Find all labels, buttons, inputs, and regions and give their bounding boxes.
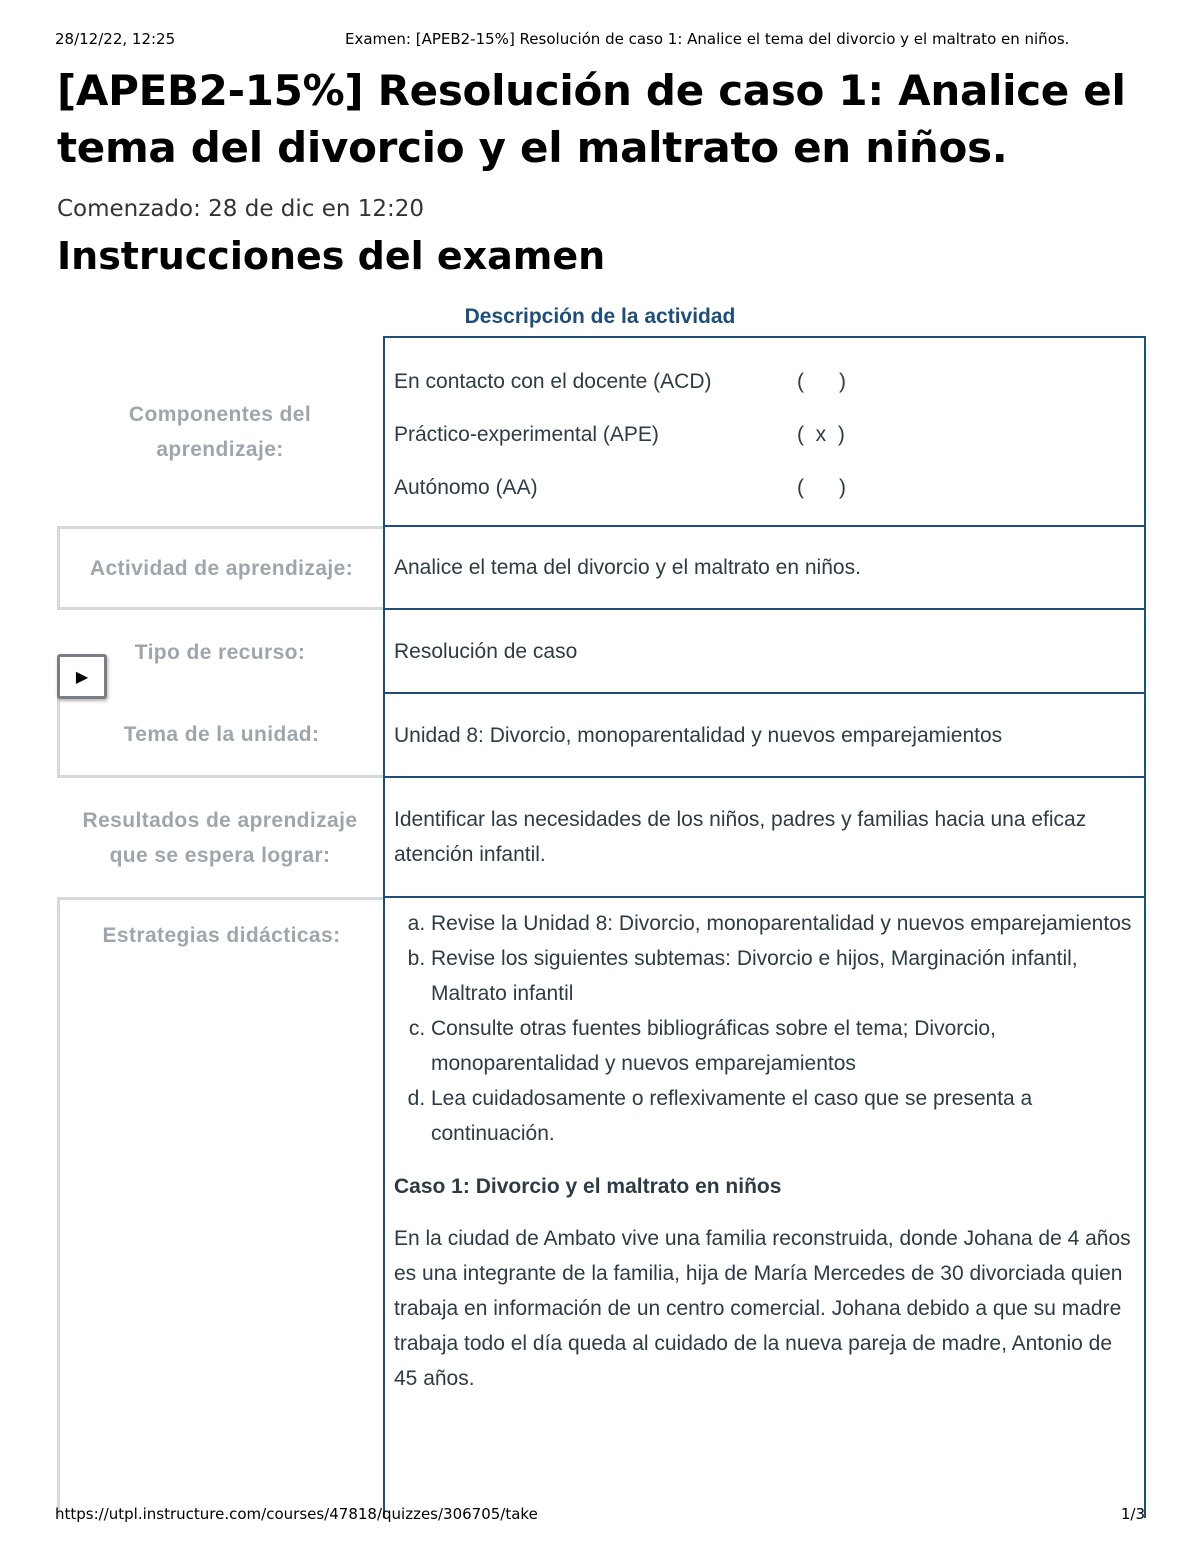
resource-value: Resolución de caso xyxy=(383,610,1146,694)
component-name: Práctico-experimental (APE) xyxy=(394,423,659,446)
print-footer xyxy=(55,1505,1145,1527)
component-name: Autónomo (AA) xyxy=(394,476,538,499)
component-row xyxy=(394,461,1132,514)
results-value: Identificar las necesidades de los niños, padres y familias hacia una eficaz atención infantil. xyxy=(383,778,1146,898)
page-number: 1/3 xyxy=(1120,1505,1145,1523)
quiz-title: [APEB2-15%] Resolución de caso 1: Analice el tema del divorcio y el maltrato en niños. xyxy=(57,66,1126,172)
component-name: En contacto con el docente (ACD) xyxy=(394,370,712,393)
print-date: 28/12/22, 12:25 xyxy=(55,30,176,48)
unit-value: Unidad 8: Divorcio, monoparentalidad y nuevos emparejamientos xyxy=(383,694,1146,778)
component-mark: ( x ) xyxy=(797,423,845,446)
print-header xyxy=(55,30,1145,52)
activity-label: Actividad de aprendizaje: xyxy=(57,526,383,610)
component-mark: ( ) xyxy=(797,476,846,499)
strategy-item: a. Revise la Unidad 8: Divorcio, monoparentalidad y nuevos emparejamientos xyxy=(431,906,1132,941)
started-timestamp: Comenzado: 28 de dic en 12:20 xyxy=(57,196,425,222)
component-row xyxy=(394,355,1132,408)
case-title: Caso 1: Divorcio y el maltrato en niños xyxy=(394,1175,782,1198)
unit-label: Tema de la unidad: xyxy=(57,694,383,778)
page-url: https://utpl.instructure.com/courses/47818/quizzes/306705/take xyxy=(55,1505,538,1523)
strategy-item: c. Consulte otras fuentes bibliográficas sobre el tema; Divorcio, monoparentalidad y nuevos emparejamientos xyxy=(431,1011,1132,1081)
components-label-text: Componentes del aprendizaje: xyxy=(128,403,312,461)
instructions-heading: Instrucciones del examen xyxy=(57,234,606,278)
component-row xyxy=(394,408,1132,461)
strategies-list xyxy=(394,906,1132,1151)
resource-label: Tipo de recurso: xyxy=(134,640,306,664)
components-label xyxy=(57,337,383,527)
play-icon: ▶ xyxy=(75,668,89,686)
results-label xyxy=(57,778,383,898)
print-document-title: Examen: [APEB2-15%] Resolución de caso 1: Analice el tema del divorcio y el maltrato en niños. xyxy=(345,30,1070,48)
play-button[interactable] xyxy=(57,654,107,699)
case-text: En la ciudad de Ambato vive una familia reconstruida, donde Johana de 4 años es una integrante de la familia, hija de María Mercedes de 30 divorciada quien trabaja en información de un centro comercial. Johana debido a que su madre trabaja todo el día queda al cuidado de la nueva pareja de madre, Antonio de 45 años. xyxy=(394,1227,1131,1390)
components-value xyxy=(383,336,1146,527)
table-caption: Descripción de la actividad xyxy=(464,305,736,328)
strategies-value xyxy=(383,898,1146,1518)
results-label-text: Resultados de aprendizaje que se espera lograr: xyxy=(82,809,358,867)
strategy-item: d. Lea cuidadosamente o reflexivamente el caso que se presenta a continuación. xyxy=(431,1081,1132,1151)
component-mark: ( ) xyxy=(797,370,846,393)
strategy-item: b. Revise los siguientes subtemas: Divorcio e hijos, Marginación infantil, Maltrato infantil xyxy=(431,941,1132,1011)
activity-value: Analice el tema del divorcio y el maltrato en niños. xyxy=(383,527,1146,610)
strategies-label: Estrategias didácticas: xyxy=(57,897,383,1517)
